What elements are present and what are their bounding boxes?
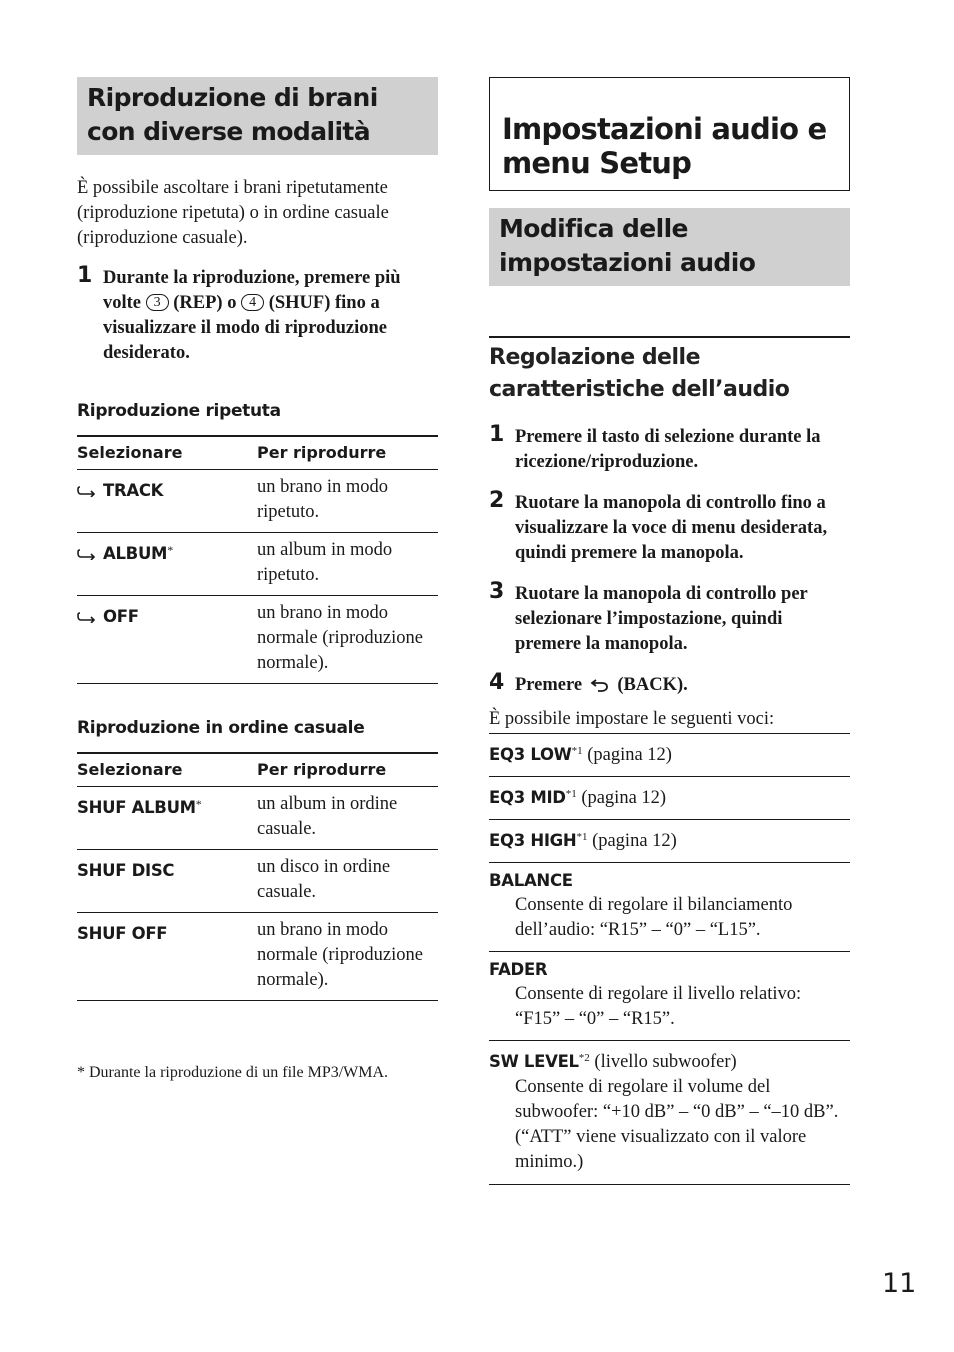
page-title: Impostazioni audio e menu Setup bbox=[489, 77, 850, 191]
option-label: SHUF ALBUM bbox=[77, 798, 196, 817]
asterisk: * bbox=[195, 797, 202, 811]
setting-extra: (pagina 12) bbox=[576, 788, 667, 808]
step-number: 4 bbox=[489, 670, 505, 695]
footnote: * Durante la riproduzione di un file MP3/WMA. bbox=[77, 1064, 389, 1081]
repeat-icon bbox=[77, 548, 97, 560]
step-number: 1 bbox=[489, 422, 505, 447]
step-text: Premere bbox=[515, 675, 583, 695]
table-row bbox=[77, 850, 438, 913]
setting-item-balance bbox=[489, 862, 850, 951]
option-label: OFF bbox=[103, 607, 139, 626]
step-number: 3 bbox=[489, 579, 505, 604]
step-text: Premere il tasto di selezione durante la ricezione/riproduzione. bbox=[515, 427, 821, 472]
step-4 bbox=[489, 670, 850, 698]
step-text: (BACK). bbox=[617, 675, 688, 695]
setting-item-eq3-mid bbox=[489, 776, 850, 819]
setting-label: SW LEVEL bbox=[489, 1052, 579, 1071]
column-header: Selezionare bbox=[77, 753, 257, 787]
repeat-icon bbox=[77, 611, 97, 623]
table-row bbox=[77, 470, 438, 533]
step-text: (SHUF) fino a visualizzare il modo di riproduzione desiderato. bbox=[103, 293, 388, 363]
asterisk: * bbox=[167, 543, 173, 557]
table-row bbox=[77, 596, 438, 684]
step-2 bbox=[489, 488, 850, 566]
setting-label: EQ3 LOW bbox=[489, 745, 572, 764]
setting-description: Consente di regolare il livello relativo: “F15” – “0” – “R15”. bbox=[515, 984, 802, 1029]
table-cell: un brano in modo ripetuto. bbox=[257, 470, 438, 533]
option-label: SHUF DISC bbox=[77, 861, 175, 880]
setting-item-fader bbox=[489, 951, 850, 1040]
table-row bbox=[77, 787, 438, 850]
setting-extra: (pagina 12) bbox=[582, 745, 672, 765]
option-label: SHUF OFF bbox=[77, 924, 168, 943]
footnote-ref: *1 bbox=[565, 788, 577, 800]
column-header: Per riprodurre bbox=[257, 436, 438, 470]
step-text: (REP) o bbox=[173, 293, 237, 313]
step-number: 2 bbox=[489, 488, 505, 513]
setting-item-eq3-high bbox=[489, 819, 850, 862]
table-cell: un album in ordine casuale. bbox=[257, 787, 438, 850]
table-row bbox=[77, 533, 438, 596]
section-heading-playback-modes: Riproduzione di brani con diverse modalità bbox=[77, 77, 438, 155]
footnote-ref: *2 bbox=[578, 1052, 590, 1064]
page-number: 11 bbox=[882, 1268, 917, 1299]
setting-label: FADER bbox=[489, 960, 548, 979]
repeat-icon bbox=[77, 485, 97, 497]
setting-description: Consente di regolare il bilanciamento dell’audio: “R15” – “0” – “L15”. bbox=[515, 895, 793, 940]
step-text: Ruotare la manopola di controllo fino a visualizzare la voce di menu desiderata, quindi premere la manopola. bbox=[515, 493, 828, 563]
option-label: ALBUM bbox=[103, 544, 168, 563]
step-text: Durante la riproduzione, premere più volte bbox=[103, 268, 401, 313]
setting-description: Consente di regolare il volume del subwoofer: “+10 dB” – “0 dB” – “–10 dB”. bbox=[515, 1077, 839, 1122]
left-column bbox=[77, 77, 438, 1001]
key-4-icon: 4 bbox=[241, 294, 264, 311]
column-header: Selezionare bbox=[77, 436, 257, 470]
list-intro: È possibile impostare le seguenti voci: bbox=[489, 709, 775, 729]
footnote-ref: *1 bbox=[576, 831, 588, 843]
table-cell: un brano in modo normale (riproduzione normale). bbox=[257, 596, 438, 684]
right-column bbox=[489, 77, 850, 1185]
setting-item-sw-level bbox=[489, 1040, 850, 1185]
subsection-title: Regolazione delle caratteristiche dell’audio bbox=[489, 336, 850, 406]
setting-note: (“ATT” viene visualizzato con il valore minimo.) bbox=[515, 1127, 807, 1172]
table-cell: un brano in modo normale (riproduzione normale). bbox=[257, 913, 438, 1001]
step-1 bbox=[77, 263, 438, 366]
footnote-ref: *1 bbox=[571, 745, 583, 757]
setting-extra: (livello subwoofer) bbox=[589, 1052, 737, 1072]
back-icon bbox=[590, 678, 610, 692]
table-row bbox=[77, 913, 438, 1001]
section-heading-audio-settings: Modifica delle impostazioni audio bbox=[489, 208, 850, 286]
table-cell: un disco in ordine casuale. bbox=[257, 850, 438, 913]
intro-paragraph: È possibile ascoltare i brani ripetutamente (riproduzione ripetuta) o in ordine casuale (riproduzione casuale). bbox=[77, 178, 389, 248]
step-1 bbox=[489, 422, 850, 475]
setting-label: EQ3 MID bbox=[489, 788, 566, 807]
step-3 bbox=[489, 579, 850, 657]
column-header: Per riprodurre bbox=[257, 753, 438, 787]
shuffle-subheading: Riproduzione in ordine casuale bbox=[77, 718, 365, 738]
table-cell: un album in modo ripetuto. bbox=[257, 533, 438, 596]
setting-extra: (pagina 12) bbox=[587, 831, 677, 851]
repeat-table bbox=[77, 435, 438, 684]
step-text: Ruotare la manopola di controllo per selezionare l’impostazione, quindi premere la manopola. bbox=[515, 584, 808, 654]
shuffle-table bbox=[77, 752, 438, 1001]
option-label: TRACK bbox=[103, 481, 164, 500]
setting-label: BALANCE bbox=[489, 871, 573, 890]
key-3-icon: 3 bbox=[146, 294, 169, 311]
setting-item-eq3-low bbox=[489, 733, 850, 776]
repeat-subheading: Riproduzione ripetuta bbox=[77, 401, 281, 421]
setting-label: EQ3 HIGH bbox=[489, 831, 577, 850]
step-number: 1 bbox=[77, 263, 93, 288]
